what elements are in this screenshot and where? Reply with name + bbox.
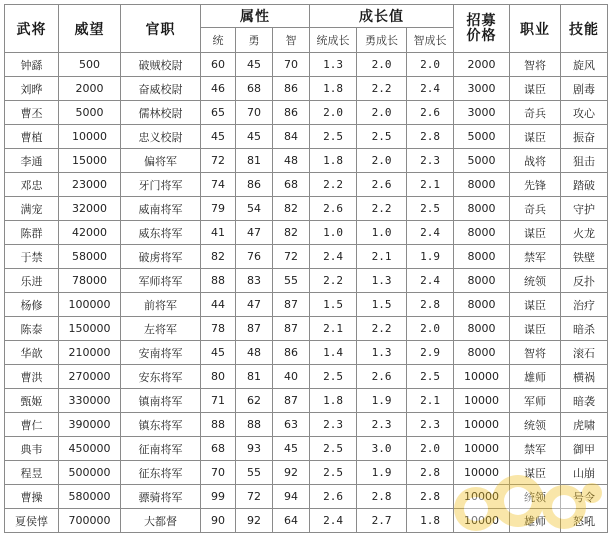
cell-attr-tong: 45	[201, 341, 236, 365]
cell-attr-tong: 71	[201, 389, 236, 413]
cell-prestige: 32000	[59, 197, 121, 221]
cell-recruit-cost: 8000	[454, 197, 510, 221]
cell-attr-tong: 74	[201, 173, 236, 197]
cell-occupation: 智将	[510, 341, 561, 365]
cell-office: 安南将军	[121, 341, 201, 365]
cell-occupation: 谋臣	[510, 317, 561, 341]
cell-attr-yong: 68	[236, 77, 273, 101]
header-growth: 成长值	[310, 5, 454, 28]
cell-attr-yong: 47	[236, 221, 273, 245]
cell-growth-yong: 2.5	[357, 125, 407, 149]
cell-skill: 狙击	[561, 149, 608, 173]
cell-office: 破贼校尉	[121, 53, 201, 77]
cell-prestige: 500000	[59, 461, 121, 485]
cell-skill: 暗袭	[561, 389, 608, 413]
cell-growth-yong: 2.0	[357, 149, 407, 173]
cell-occupation: 统领	[510, 485, 561, 509]
cell-office: 左将军	[121, 317, 201, 341]
table-row	[5, 485, 608, 509]
cell-occupation: 智将	[510, 53, 561, 77]
cell-growth-zhi: 2.1	[407, 389, 454, 413]
cell-skill: 踏破	[561, 173, 608, 197]
cell-growth-tong: 1.0	[310, 221, 357, 245]
cell-prestige: 23000	[59, 173, 121, 197]
header-attr-yong: 勇	[236, 28, 273, 53]
cell-office: 安东将军	[121, 365, 201, 389]
cell-skill: 铁壁	[561, 245, 608, 269]
cell-prestige: 2000	[59, 77, 121, 101]
table-row	[5, 77, 608, 101]
cell-occupation: 军师	[510, 389, 561, 413]
cell-growth-zhi: 2.8	[407, 485, 454, 509]
cell-occupation: 禁军	[510, 245, 561, 269]
cell-attr-yong: 54	[236, 197, 273, 221]
cell-recruit-cost: 3000	[454, 77, 510, 101]
cell-occupation: 谋臣	[510, 461, 561, 485]
cell-prestige: 100000	[59, 293, 121, 317]
cell-skill: 攻心	[561, 101, 608, 125]
cell-prestige: 10000	[59, 125, 121, 149]
cell-growth-zhi: 2.4	[407, 269, 454, 293]
cell-recruit-cost: 10000	[454, 413, 510, 437]
cell-name: 夏侯惇	[5, 509, 59, 533]
cell-growth-tong: 2.4	[310, 509, 357, 533]
cell-office: 前将军	[121, 293, 201, 317]
cell-attr-zhi: 86	[273, 77, 310, 101]
cell-recruit-cost: 3000	[454, 101, 510, 125]
cell-attr-tong: 72	[201, 149, 236, 173]
cell-growth-tong: 1.3	[310, 53, 357, 77]
cell-attr-tong: 41	[201, 221, 236, 245]
cell-growth-zhi: 2.3	[407, 413, 454, 437]
cell-growth-yong: 2.0	[357, 101, 407, 125]
cell-attr-zhi: 63	[273, 413, 310, 437]
cell-growth-yong: 1.5	[357, 293, 407, 317]
cell-growth-zhi: 2.4	[407, 77, 454, 101]
cell-attr-tong: 90	[201, 509, 236, 533]
cell-recruit-cost: 8000	[454, 341, 510, 365]
cell-skill: 守护	[561, 197, 608, 221]
table-row	[5, 245, 608, 269]
table-row	[5, 389, 608, 413]
cell-attr-yong: 93	[236, 437, 273, 461]
cell-skill: 虎啸	[561, 413, 608, 437]
cell-recruit-cost: 5000	[454, 125, 510, 149]
cell-growth-tong: 1.4	[310, 341, 357, 365]
cell-office: 忠义校尉	[121, 125, 201, 149]
cell-growth-yong: 1.9	[357, 389, 407, 413]
cell-attr-yong: 72	[236, 485, 273, 509]
cell-occupation: 谋臣	[510, 77, 561, 101]
cell-attr-yong: 86	[236, 173, 273, 197]
table-row	[5, 461, 608, 485]
cell-growth-tong: 2.6	[310, 485, 357, 509]
cell-attr-tong: 88	[201, 413, 236, 437]
cell-attr-zhi: 84	[273, 125, 310, 149]
cell-growth-zhi: 2.4	[407, 221, 454, 245]
cell-attr-yong: 83	[236, 269, 273, 293]
cell-growth-zhi: 2.6	[407, 101, 454, 125]
cell-attr-tong: 78	[201, 317, 236, 341]
table-row	[5, 269, 608, 293]
table-row	[5, 101, 608, 125]
cell-growth-zhi: 2.8	[407, 293, 454, 317]
cell-prestige: 5000	[59, 101, 121, 125]
cell-growth-yong: 2.1	[357, 245, 407, 269]
cell-attr-yong: 81	[236, 149, 273, 173]
cell-attr-tong: 99	[201, 485, 236, 509]
cell-growth-tong: 2.2	[310, 269, 357, 293]
cell-office: 骠骑将军	[121, 485, 201, 509]
header-office: 官职	[121, 5, 201, 53]
cell-attr-zhi: 92	[273, 461, 310, 485]
cell-office: 儒林校尉	[121, 101, 201, 125]
cell-occupation: 谋臣	[510, 293, 561, 317]
cell-attr-tong: 44	[201, 293, 236, 317]
cell-occupation: 谋臣	[510, 125, 561, 149]
cell-recruit-cost: 8000	[454, 245, 510, 269]
cell-attr-tong: 46	[201, 77, 236, 101]
cell-attr-zhi: 64	[273, 509, 310, 533]
cell-growth-tong: 2.3	[310, 413, 357, 437]
cell-skill: 滚石	[561, 341, 608, 365]
cell-growth-zhi: 2.0	[407, 437, 454, 461]
cell-occupation: 奇兵	[510, 101, 561, 125]
cell-attr-zhi: 45	[273, 437, 310, 461]
cell-office: 牙门将军	[121, 173, 201, 197]
cell-growth-tong: 1.8	[310, 149, 357, 173]
cell-growth-yong: 2.2	[357, 317, 407, 341]
header-growth-yong: 勇成长	[357, 28, 407, 53]
table-row	[5, 365, 608, 389]
cell-growth-zhi: 2.5	[407, 197, 454, 221]
cell-attr-yong: 47	[236, 293, 273, 317]
cell-skill: 反扑	[561, 269, 608, 293]
cell-growth-tong: 2.5	[310, 125, 357, 149]
cell-growth-zhi: 2.8	[407, 461, 454, 485]
cell-growth-tong: 2.2	[310, 173, 357, 197]
cell-growth-yong: 3.0	[357, 437, 407, 461]
cell-office: 奋威校尉	[121, 77, 201, 101]
cell-growth-zhi: 2.5	[407, 365, 454, 389]
cell-attr-yong: 55	[236, 461, 273, 485]
header-skill: 技能	[561, 5, 608, 53]
header-general: 武将	[5, 5, 59, 53]
table-row	[5, 125, 608, 149]
table-row	[5, 437, 608, 461]
cell-skill: 治疗	[561, 293, 608, 317]
cell-growth-zhi: 2.8	[407, 125, 454, 149]
cell-name: 满宠	[5, 197, 59, 221]
cell-attr-yong: 70	[236, 101, 273, 125]
cell-attr-zhi: 48	[273, 149, 310, 173]
cell-growth-yong: 2.6	[357, 173, 407, 197]
cell-skill: 号令	[561, 485, 608, 509]
table-row	[5, 221, 608, 245]
cell-prestige: 450000	[59, 437, 121, 461]
cell-growth-yong: 1.0	[357, 221, 407, 245]
cell-name: 杨修	[5, 293, 59, 317]
cell-attr-yong: 45	[236, 53, 273, 77]
cell-skill: 火龙	[561, 221, 608, 245]
table-row	[5, 149, 608, 173]
cell-recruit-cost: 8000	[454, 173, 510, 197]
header-occupation: 职业	[510, 5, 561, 53]
table-row	[5, 293, 608, 317]
table-row	[5, 317, 608, 341]
table-row	[5, 341, 608, 365]
cell-growth-zhi: 2.0	[407, 53, 454, 77]
header-growth-tong: 统成长	[310, 28, 357, 53]
cell-name: 刘晔	[5, 77, 59, 101]
cell-office: 破虏将军	[121, 245, 201, 269]
cell-name: 陈群	[5, 221, 59, 245]
cell-growth-yong: 1.3	[357, 341, 407, 365]
cell-growth-zhi: 2.0	[407, 317, 454, 341]
cell-office: 镇南将军	[121, 389, 201, 413]
cell-office: 威南将军	[121, 197, 201, 221]
generals-table	[4, 4, 608, 533]
cell-occupation: 战将	[510, 149, 561, 173]
cell-office: 镇东将军	[121, 413, 201, 437]
header-recruit-cost: 招募价格	[454, 5, 510, 53]
cell-attr-yong: 81	[236, 365, 273, 389]
cell-attr-yong: 87	[236, 317, 273, 341]
cell-name: 于禁	[5, 245, 59, 269]
table-row	[5, 197, 608, 221]
cell-name: 邓忠	[5, 173, 59, 197]
cell-occupation: 统领	[510, 413, 561, 437]
cell-growth-tong: 1.8	[310, 77, 357, 101]
cell-attr-zhi: 86	[273, 101, 310, 125]
cell-office: 威东将军	[121, 221, 201, 245]
cell-recruit-cost: 8000	[454, 317, 510, 341]
cell-occupation: 雄师	[510, 365, 561, 389]
header-prestige: 威望	[59, 5, 121, 53]
cell-prestige: 150000	[59, 317, 121, 341]
cell-attr-zhi: 40	[273, 365, 310, 389]
cell-growth-zhi: 2.1	[407, 173, 454, 197]
table-body	[5, 53, 608, 533]
cell-growth-yong: 2.6	[357, 365, 407, 389]
cell-occupation: 雄师	[510, 509, 561, 533]
cell-attr-yong: 76	[236, 245, 273, 269]
cell-attr-zhi: 72	[273, 245, 310, 269]
cell-skill: 暗杀	[561, 317, 608, 341]
cell-growth-tong: 2.6	[310, 197, 357, 221]
cell-recruit-cost: 5000	[454, 149, 510, 173]
cell-office: 大都督	[121, 509, 201, 533]
cell-attr-tong: 80	[201, 365, 236, 389]
cell-prestige: 78000	[59, 269, 121, 293]
cell-skill: 振奋	[561, 125, 608, 149]
cell-prestige: 58000	[59, 245, 121, 269]
cell-name: 曹洪	[5, 365, 59, 389]
cell-attr-tong: 45	[201, 125, 236, 149]
cell-name: 程昱	[5, 461, 59, 485]
header-attr-zhi: 智	[273, 28, 310, 53]
cell-growth-zhi: 1.8	[407, 509, 454, 533]
cell-attr-zhi: 55	[273, 269, 310, 293]
cell-name: 曹仁	[5, 413, 59, 437]
cell-prestige: 15000	[59, 149, 121, 173]
cell-growth-tong: 1.5	[310, 293, 357, 317]
cell-name: 典韦	[5, 437, 59, 461]
cell-prestige: 390000	[59, 413, 121, 437]
cell-growth-tong: 2.1	[310, 317, 357, 341]
cell-growth-yong: 2.8	[357, 485, 407, 509]
cell-growth-yong: 2.3	[357, 413, 407, 437]
cell-occupation: 先锋	[510, 173, 561, 197]
cell-prestige: 210000	[59, 341, 121, 365]
cell-name: 甄姬	[5, 389, 59, 413]
table-row	[5, 53, 608, 77]
cell-attr-tong: 88	[201, 269, 236, 293]
cell-growth-tong: 2.5	[310, 461, 357, 485]
cell-skill: 横祸	[561, 365, 608, 389]
cell-growth-yong: 2.2	[357, 77, 407, 101]
cell-skill: 怒吼	[561, 509, 608, 533]
cell-attr-tong: 79	[201, 197, 236, 221]
cell-recruit-cost: 10000	[454, 389, 510, 413]
cell-attr-tong: 65	[201, 101, 236, 125]
cell-prestige: 42000	[59, 221, 121, 245]
cell-attr-zhi: 87	[273, 293, 310, 317]
cell-growth-tong: 1.8	[310, 389, 357, 413]
cell-growth-yong: 1.9	[357, 461, 407, 485]
cell-skill: 御甲	[561, 437, 608, 461]
cell-occupation: 统领	[510, 269, 561, 293]
cell-name: 钟繇	[5, 53, 59, 77]
cell-attr-tong: 60	[201, 53, 236, 77]
cell-attr-zhi: 86	[273, 341, 310, 365]
cell-prestige: 700000	[59, 509, 121, 533]
cell-attr-zhi: 94	[273, 485, 310, 509]
cell-growth-tong: 2.5	[310, 437, 357, 461]
cell-office: 偏将军	[121, 149, 201, 173]
cell-name: 乐进	[5, 269, 59, 293]
cell-occupation: 谋臣	[510, 221, 561, 245]
cell-skill: 剧毒	[561, 77, 608, 101]
cell-office: 征南将军	[121, 437, 201, 461]
cell-growth-zhi: 1.9	[407, 245, 454, 269]
cell-recruit-cost: 10000	[454, 509, 510, 533]
cell-prestige: 500	[59, 53, 121, 77]
cell-office: 征东将军	[121, 461, 201, 485]
cell-attr-yong: 88	[236, 413, 273, 437]
cell-recruit-cost: 8000	[454, 293, 510, 317]
cell-recruit-cost: 8000	[454, 221, 510, 245]
table-row	[5, 173, 608, 197]
cell-growth-zhi: 2.9	[407, 341, 454, 365]
cell-attr-zhi: 68	[273, 173, 310, 197]
cell-attr-zhi: 82	[273, 221, 310, 245]
cell-name: 曹植	[5, 125, 59, 149]
cell-growth-tong: 2.5	[310, 365, 357, 389]
cell-attr-tong: 68	[201, 437, 236, 461]
cell-attr-zhi: 87	[273, 389, 310, 413]
cell-growth-zhi: 2.3	[407, 149, 454, 173]
cell-occupation: 奇兵	[510, 197, 561, 221]
cell-attr-tong: 70	[201, 461, 236, 485]
table-row	[5, 509, 608, 533]
cell-prestige: 270000	[59, 365, 121, 389]
cell-occupation: 禁军	[510, 437, 561, 461]
cell-growth-yong: 2.2	[357, 197, 407, 221]
cell-skill: 旋风	[561, 53, 608, 77]
cell-recruit-cost: 10000	[454, 365, 510, 389]
cell-attr-zhi: 87	[273, 317, 310, 341]
cell-name: 曹操	[5, 485, 59, 509]
cell-attr-yong: 62	[236, 389, 273, 413]
header-attr-tong: 统	[201, 28, 236, 53]
cell-attr-tong: 82	[201, 245, 236, 269]
cell-prestige: 580000	[59, 485, 121, 509]
cell-attr-zhi: 70	[273, 53, 310, 77]
cell-name: 李通	[5, 149, 59, 173]
cell-prestige: 330000	[59, 389, 121, 413]
cell-name: 曹丕	[5, 101, 59, 125]
cell-attr-yong: 48	[236, 341, 273, 365]
header-attributes: 属性	[201, 5, 310, 28]
cell-recruit-cost: 2000	[454, 53, 510, 77]
cell-attr-yong: 92	[236, 509, 273, 533]
cell-growth-tong: 2.0	[310, 101, 357, 125]
cell-growth-yong: 2.7	[357, 509, 407, 533]
cell-recruit-cost: 10000	[454, 461, 510, 485]
table-row	[5, 413, 608, 437]
cell-recruit-cost: 10000	[454, 437, 510, 461]
cell-attr-zhi: 82	[273, 197, 310, 221]
cell-recruit-cost: 8000	[454, 269, 510, 293]
cell-growth-yong: 2.0	[357, 53, 407, 77]
header-growth-zhi: 智成长	[407, 28, 454, 53]
cell-skill: 山崩	[561, 461, 608, 485]
cell-growth-tong: 2.4	[310, 245, 357, 269]
cell-office: 军师将军	[121, 269, 201, 293]
cell-name: 陈泰	[5, 317, 59, 341]
cell-attr-yong: 45	[236, 125, 273, 149]
cell-recruit-cost: 10000	[454, 485, 510, 509]
cell-name: 华歆	[5, 341, 59, 365]
cell-growth-yong: 1.3	[357, 269, 407, 293]
